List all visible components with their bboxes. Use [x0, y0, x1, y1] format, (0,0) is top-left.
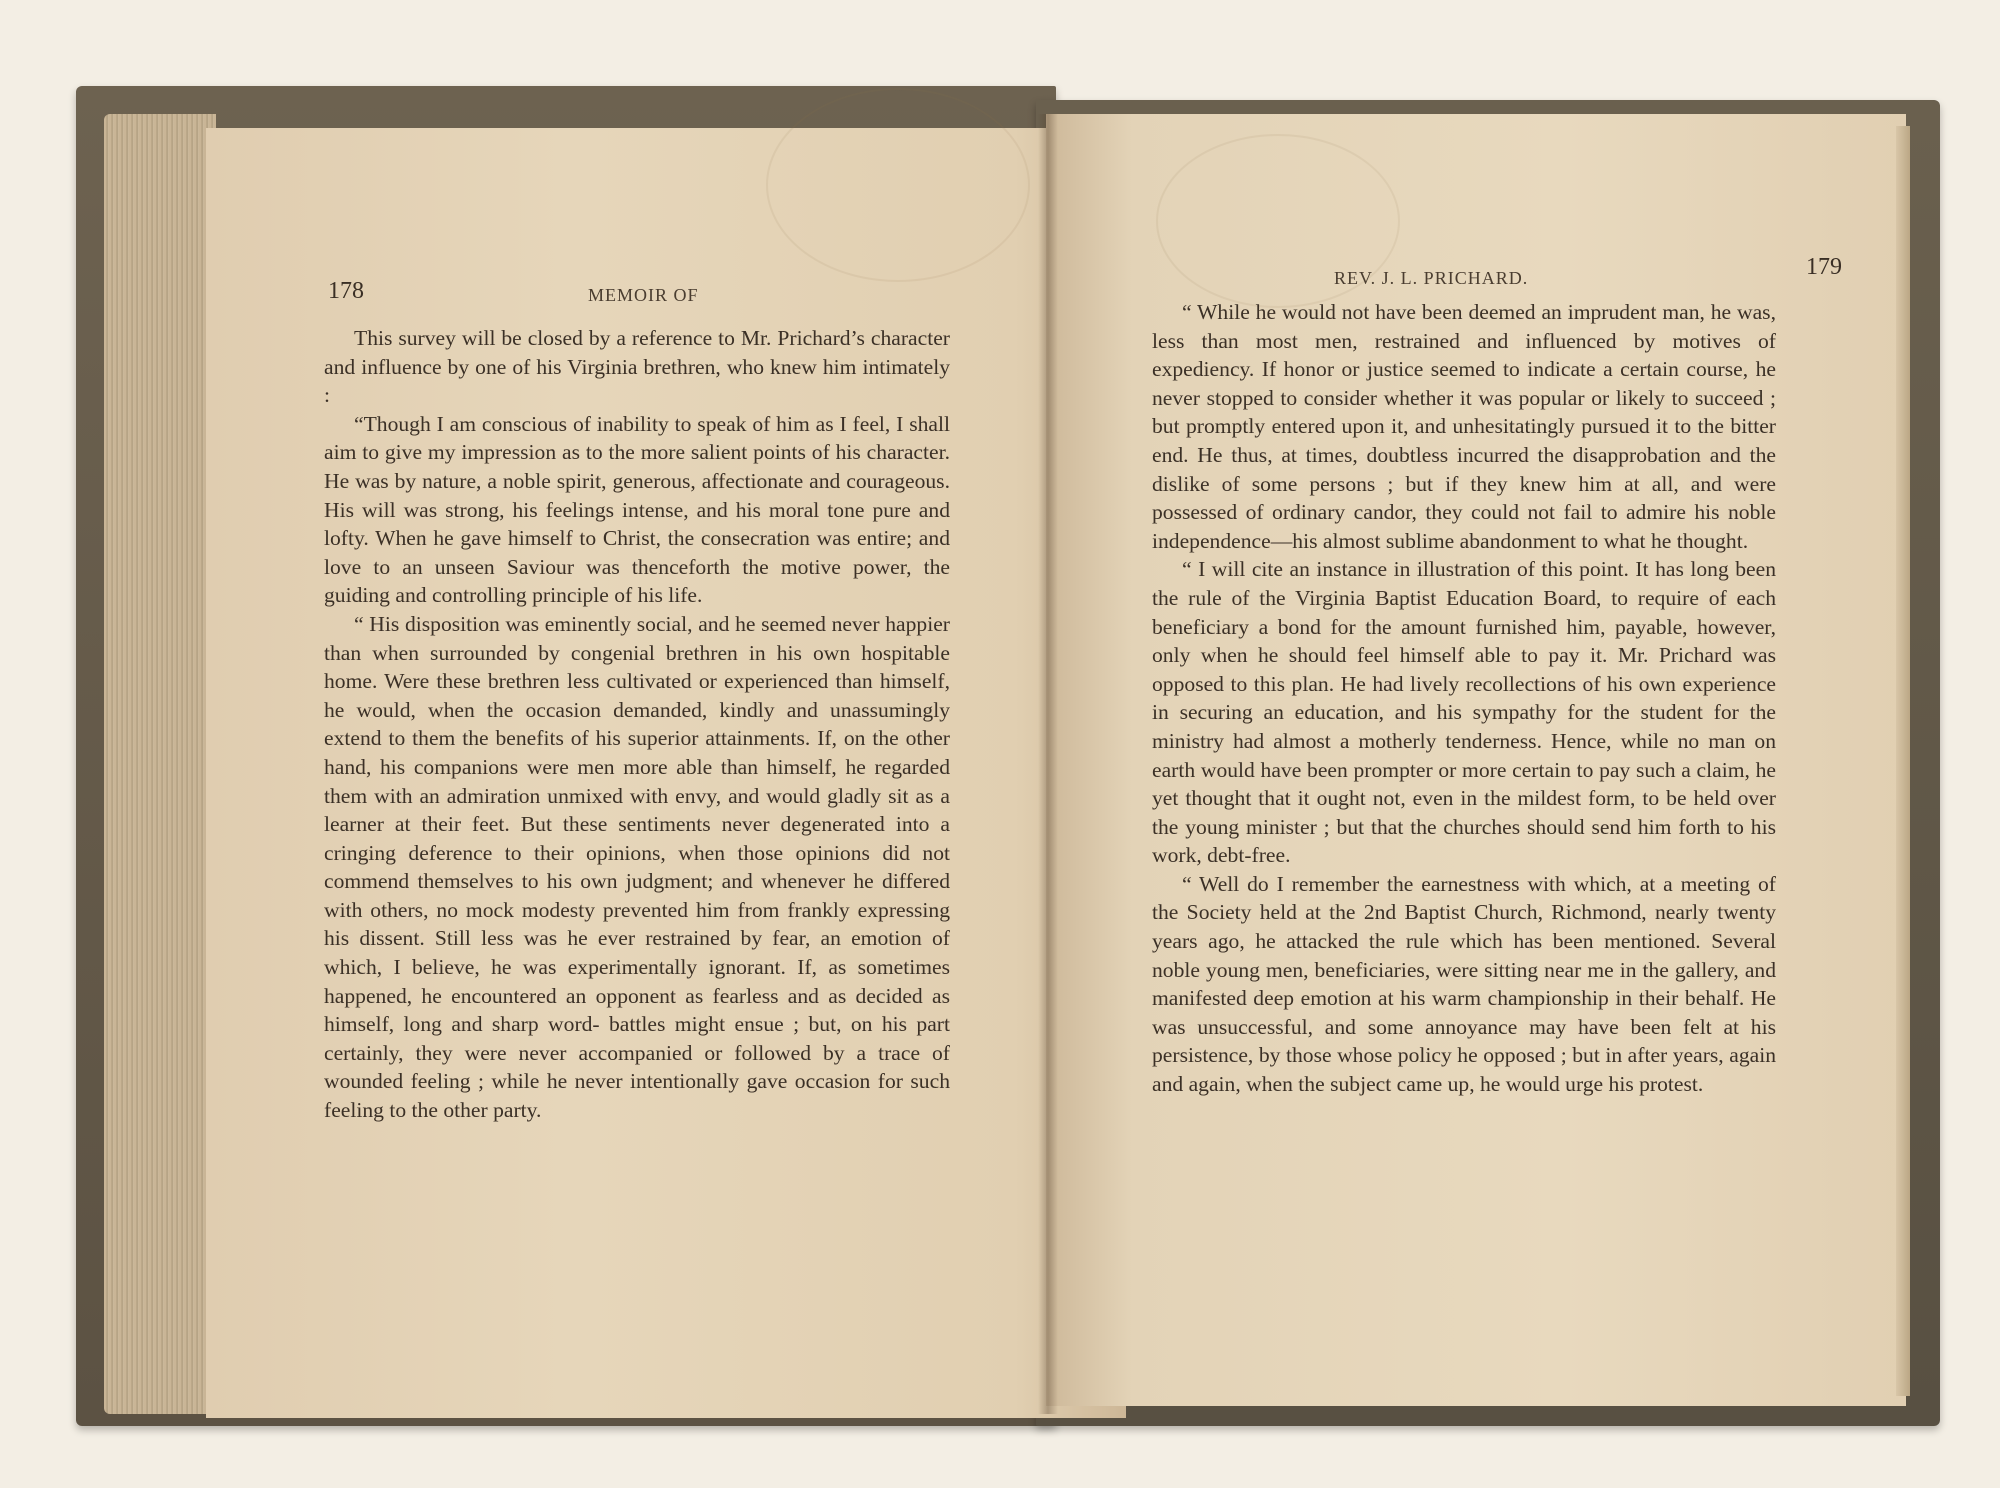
paragraph: “ Well do I remember the earnestness with which, at a meeting of the Society held at the 2nd Baptist Church, Richmond, nearly twenty years ago, he attacked the rule which has been mentioned. Several noble young men, beneficiaries, were sitting near me in the gallery, and manifested deep emotion at his warm championship in their behalf. He was unsuccessful, and some annoyance may have been felt at his persistence, by those whose policy he opposed ; but in after years, again and again, when the subject came up, he would urge his protest. [1152, 871, 1776, 1097]
running-head-right: REV. J. L. PRICHARD. [1334, 268, 1529, 288]
page-edges [104, 114, 216, 1414]
paragraph: “ His disposition was eminently social, and he seemed never happier than when surrounded by congenial brethren in his own hospitable home. Were these brethren less cultivated or experienced than himself, he would, when the occasion demanded, kindly and unassumingly extend to them the benefits of his superior attainments. If, on the other hand, his companions were men more able than himself, he regarded them with an admiration unmixed with envy, and would gladly sit as a learner at their feet. But these sentiments never degenerated into a cringing deference to their opinions, when those opinions did not commend themselves to his own judgment; and whenever he differed with others, no mock modesty prevented him from frankly expressing his dissent. Still less was he ever restrained by fear, an emotion of which, I believe, he was experimentally ignorant. If, as sometimes happened, he encountered an opponent as fearless and as decided as himself, long and sharp word- battles might ensue ; but, on his part certainly, they were never accompanied or followed by a trace of wounded feeling ; while he never intentionally gave occasion for such feeling to the other party. [324, 611, 950, 1123]
page-number-left: 178 [328, 278, 364, 304]
open-book [76, 86, 1940, 1426]
running-head-left: MEMOIR OF [588, 285, 699, 305]
left-page-text [324, 324, 950, 1125]
right-page-edge [1896, 126, 1910, 1396]
paragraph: This survey will be closed by a reference to Mr. Prichard’s character and influence by one of his Virginia brethren, who knew him intimately : [324, 326, 950, 408]
paragraph: “ While he would not have been deemed an imprudent man, he was, less than most men, restrained and influenced by motives of expediency. If honor or justice seemed to indicate a certain course, he never stopped to consider whether it was popular or likely to succeed ; but promptly entered upon it, and unhesitatingly pursued it to the bitter end. He thus, at times, doubtless incurred the disapprobation and the dislike of some persons ; but if they knew him at all, and were possessed of ordinary candor, they could not fail to admire his noble independence—his almost sublime abandonment to what he thought. [1152, 300, 1776, 553]
right-page [1046, 114, 1906, 1406]
stain-mark [766, 88, 1030, 282]
right-page-text [1152, 298, 1776, 1099]
book-gutter [1038, 114, 1058, 1414]
paragraph: “Though I am conscious of inability to speak of him as I feel, I shall aim to give my impression as to the more salient points of his character. He was by nature, a noble spirit, generous, affectionate and courageous. His will was strong, his feelings intense, and his moral tone pure and lofty. When he gave himself to Christ, the consecration was entire; and love to an unseen Saviour was thenceforth the motive power, the guiding and controlling principle of his life. [324, 411, 950, 608]
left-page [206, 128, 1126, 1418]
paragraph: “ I will cite an instance in illustration of this point. It has long been the rule of the Virginia Baptist Education Board, to require of each beneficiary a bond for the amount furnished him, payable, however, only when he should feel himself able to pay it. Mr. Prichard was opposed to this plan. He had lively recollections of his own experience in securing an education, and his sympathy for the student for the ministry had almost a motherly tenderness. Hence, while no man on earth would have been prompter or more certain to pay such a claim, he yet thought that it ought not, even in the mildest form, to be held over the young minister ; but that the churches should send him forth to his work, debt-free. [1152, 557, 1776, 868]
page-number-right: 179 [1806, 254, 1842, 280]
